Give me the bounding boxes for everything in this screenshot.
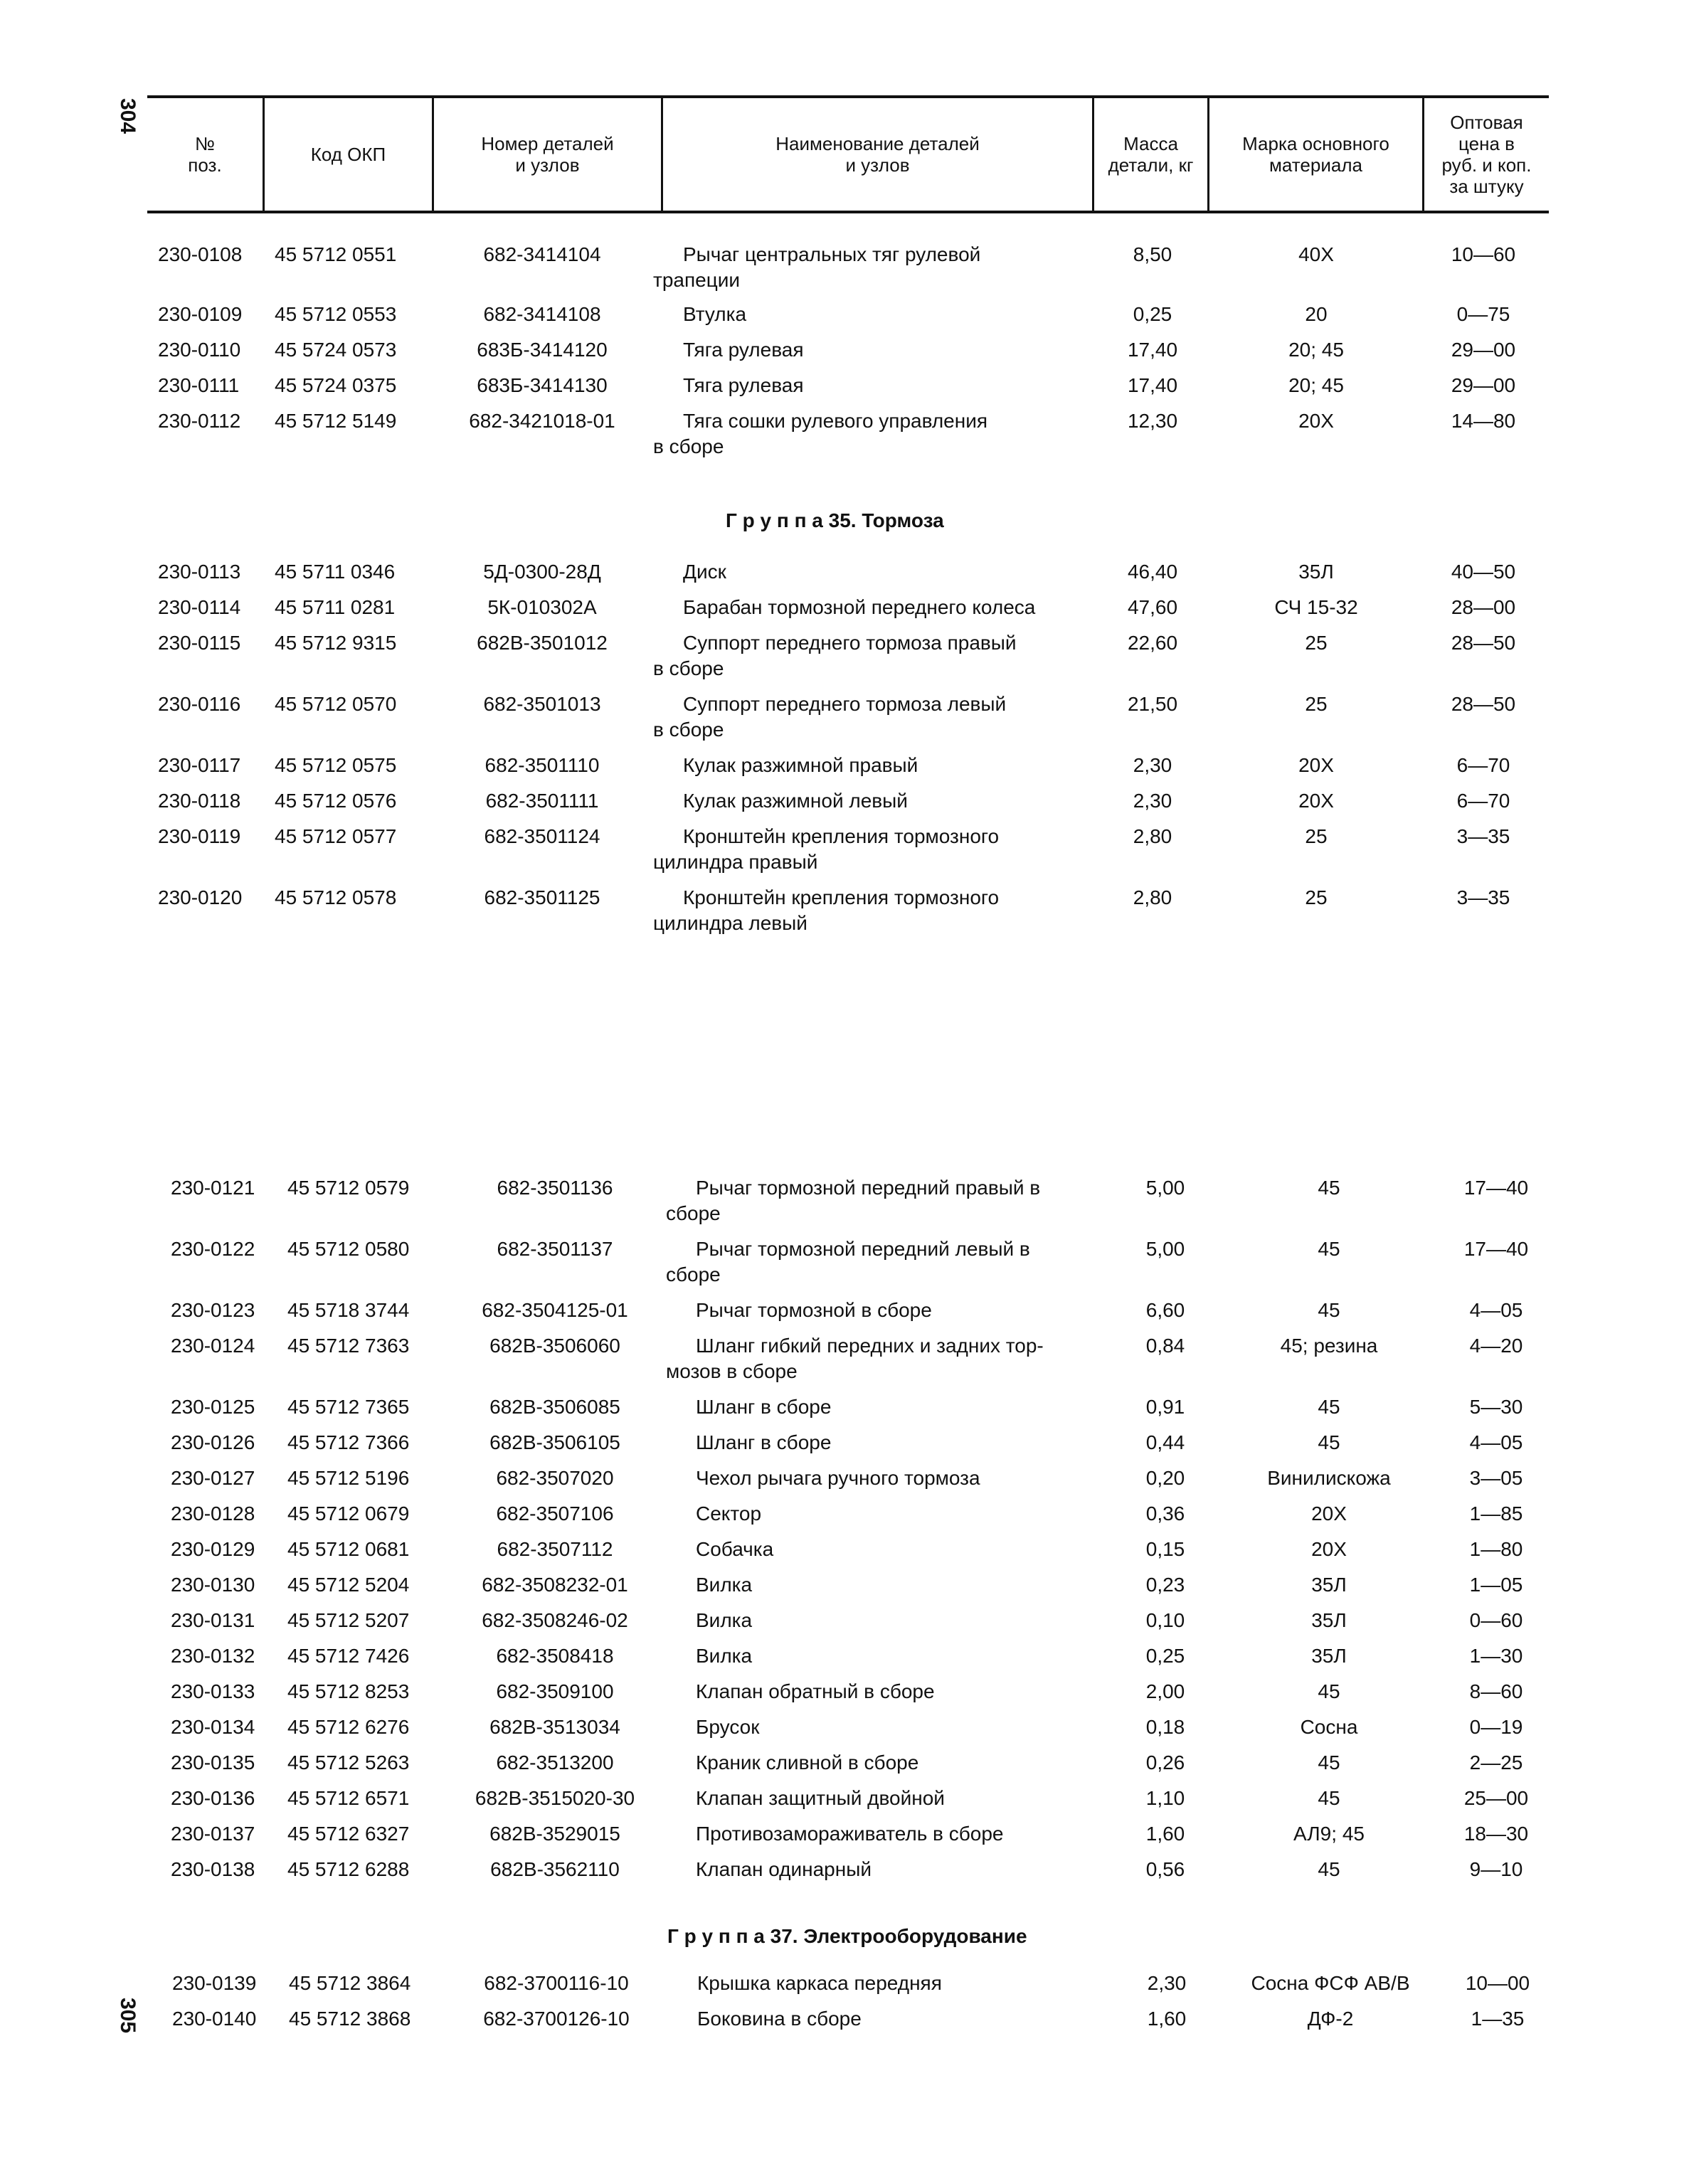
group-37-heading: Г р у п п а 37. Электрооборудование [667, 1925, 1027, 1947]
cell-position: 230-0116 [158, 693, 241, 715]
cell-part-number: 682-3421018-01 [469, 410, 615, 432]
cell-part-name: Втулка [683, 303, 747, 325]
cell-price: 3—05 [1469, 1467, 1523, 1489]
cell-mass: 2,80 [1133, 886, 1172, 908]
table-row [0, 1175, 1684, 1226]
cell-mass: 0,36 [1145, 1502, 1185, 1525]
cell-material: 25 [1305, 693, 1328, 715]
cell-position: 230-0127 [171, 1467, 255, 1489]
cell-material: 45 [1318, 1858, 1340, 1880]
cell-position: 230-0130 [171, 1574, 255, 1596]
cell-mass: 47,60 [1127, 596, 1178, 618]
cell-material: 20Х [1298, 754, 1334, 776]
cell-price: 4—05 [1469, 1299, 1523, 1321]
cell-price: 29—00 [1451, 339, 1516, 361]
cell-okp-code: 45 5712 6327 [287, 1823, 410, 1845]
cell-mass: 0,25 [1145, 1645, 1185, 1667]
cell-mass: 22,60 [1127, 632, 1178, 654]
cell-part-name: Собачка [696, 1538, 774, 1560]
cell-part-name-continued: цилиндра правый [653, 851, 818, 873]
cell-material: 45; резина [1280, 1335, 1378, 1357]
cell-okp-code: 45 5724 0375 [275, 374, 397, 396]
cell-mass: 8,50 [1133, 243, 1172, 265]
cell-price: 14—80 [1451, 410, 1516, 432]
cell-price: 1—30 [1469, 1645, 1523, 1667]
cell-price: 6—70 [1456, 790, 1510, 812]
cell-price: 10—60 [1451, 243, 1516, 265]
cell-part-number: 682-3414104 [483, 243, 601, 265]
cell-mass: 2,30 [1133, 790, 1172, 812]
cell-mass: 0,26 [1145, 1751, 1185, 1774]
cell-mass: 17,40 [1127, 339, 1178, 361]
cell-mass: 2,30 [1133, 754, 1172, 776]
cell-part-number: 682-3504125-01 [482, 1299, 628, 1321]
cell-material: 20Х [1298, 410, 1334, 432]
cell-part-name: Вилка [696, 1609, 753, 1631]
cell-part-number: 683Б-3414120 [477, 339, 608, 361]
cell-part-name-continued: сборе [666, 1263, 721, 1286]
cell-okp-code: 45 5712 0579 [287, 1177, 410, 1199]
cell-material: 45 [1318, 1751, 1340, 1774]
cell-material: 45 [1318, 1787, 1340, 1809]
cell-part-number: 682-3501137 [497, 1238, 613, 1260]
cell-price: 29—00 [1451, 374, 1516, 396]
cell-price: 2—25 [1469, 1751, 1523, 1774]
table-row [0, 408, 1684, 460]
cell-part-name: Рычаг тормозной передний правый в [696, 1177, 1041, 1199]
cell-price: 28—50 [1451, 632, 1516, 654]
table-header [147, 95, 1549, 213]
cell-part-name: Кулак разжимной левый [683, 790, 908, 812]
cell-part-number: 682-3501111 [485, 790, 599, 812]
cell-material: ДФ-2 [1307, 2008, 1354, 2030]
cell-material: 20; 45 [1288, 374, 1344, 396]
cell-part-name: Сектор [696, 1502, 762, 1525]
cell-price: 5—30 [1469, 1396, 1523, 1418]
cell-part-name: Суппорт переднего тормоза правый [683, 632, 1017, 654]
cell-part-number: 682-3508232-01 [482, 1574, 628, 1596]
page-number-bottom: 305 [116, 1998, 139, 2034]
cell-material: 25 [1305, 632, 1328, 654]
cell-part-name: Шланг гибкий передних и задних тор- [696, 1335, 1044, 1357]
table-row [0, 824, 1684, 875]
cell-okp-code: 45 5712 5149 [275, 410, 397, 432]
cell-okp-code: 45 5712 0575 [275, 754, 397, 776]
cell-position: 230-0113 [158, 561, 241, 583]
cell-part-name: Вилка [696, 1574, 753, 1596]
cell-position: 230-0117 [158, 754, 241, 776]
cell-price: 40—50 [1451, 561, 1516, 583]
cell-okp-code: 45 5711 0346 [275, 561, 396, 583]
cell-material: 25 [1305, 825, 1328, 847]
cell-part-name: Кулак разжимной правый [683, 754, 918, 776]
cell-part-name-continued: сборе [666, 1202, 721, 1224]
header-material: Марка основного материала [1207, 98, 1422, 211]
cell-okp-code: 45 5712 0570 [275, 693, 397, 715]
cell-mass: 0,20 [1145, 1467, 1185, 1489]
cell-part-number: 682В-3513034 [489, 1716, 620, 1738]
table-row [0, 242, 1684, 293]
table-row [0, 630, 1684, 682]
cell-part-name: Вилка [696, 1645, 753, 1667]
cell-part-name-continued: трапеции [653, 269, 741, 291]
cell-price: 1—80 [1469, 1538, 1523, 1560]
cell-okp-code: 45 5712 6571 [287, 1787, 410, 1809]
cell-price: 1—85 [1469, 1502, 1523, 1525]
cell-part-name: Кронштейн крепления тормозного [683, 886, 1000, 908]
cell-mass: 12,30 [1127, 410, 1178, 432]
cell-mass: 17,40 [1127, 374, 1178, 396]
cell-position: 230-0121 [171, 1177, 255, 1199]
cell-part-name: Рычаг тормозной в сборе [696, 1299, 932, 1321]
cell-position: 230-0119 [158, 825, 241, 847]
cell-okp-code: 45 5712 5196 [287, 1467, 410, 1489]
cell-mass: 21,50 [1127, 693, 1178, 715]
cell-okp-code: 45 5712 5207 [287, 1609, 410, 1631]
cell-position: 230-0120 [158, 886, 243, 908]
cell-position: 230-0112 [158, 410, 241, 432]
cell-price: 9—10 [1469, 1858, 1523, 1880]
cell-position: 230-0114 [158, 596, 241, 618]
cell-price: 28—50 [1451, 693, 1516, 715]
cell-material: 35Л [1311, 1574, 1347, 1596]
cell-part-name: Клапан защитный двойной [696, 1787, 945, 1809]
cell-material: 20 [1305, 303, 1328, 325]
header-part-name: Наименование деталей и узлов [661, 98, 1092, 211]
cell-mass: 46,40 [1127, 561, 1178, 583]
cell-part-name-continued: мозов в сборе [666, 1360, 798, 1382]
cell-okp-code: 45 5712 3868 [289, 2008, 411, 2030]
cell-part-name: Клапан одинарный [696, 1858, 872, 1880]
cell-material: 20Х [1311, 1502, 1347, 1525]
cell-mass: 0,25 [1133, 303, 1172, 325]
cell-price: 4—05 [1469, 1431, 1523, 1453]
cell-part-number: 682-3414108 [483, 303, 601, 325]
cell-position: 230-0135 [171, 1751, 255, 1774]
cell-part-number: 682-3501136 [497, 1177, 613, 1199]
table-row [0, 1333, 1684, 1384]
cell-mass: 0,44 [1145, 1431, 1185, 1453]
cell-okp-code: 45 5712 5263 [287, 1751, 410, 1774]
cell-price: 10—00 [1465, 1972, 1530, 1994]
cell-part-name-continued: в сборе [653, 719, 724, 741]
cell-part-name: Тяга рулевая [683, 339, 804, 361]
cell-material: 35Л [1311, 1609, 1347, 1631]
cell-mass: 1,60 [1147, 2008, 1187, 2030]
cell-material: 35Л [1298, 561, 1334, 583]
cell-price: 6—70 [1456, 754, 1510, 776]
cell-okp-code: 45 5712 0551 [275, 243, 397, 265]
cell-part-number: 682-3508246-02 [482, 1609, 628, 1631]
cell-position: 230-0123 [171, 1299, 255, 1321]
group-35-heading: Г р у п п а 35. Тормоза [726, 509, 944, 531]
cell-part-number: 682-3507112 [497, 1538, 613, 1560]
cell-position: 230-0128 [171, 1502, 255, 1525]
cell-material: Сосна [1300, 1716, 1358, 1738]
cell-okp-code: 45 5711 0281 [275, 596, 396, 618]
cell-part-number: 682-3700126-10 [483, 2008, 630, 2030]
cell-okp-code: 45 5712 5204 [287, 1574, 410, 1596]
cell-price: 25—00 [1463, 1787, 1529, 1809]
cell-part-number: 682В-3501012 [477, 632, 608, 654]
cell-part-name: Тяга сошки рулевого управления [683, 410, 988, 432]
cell-position: 230-0137 [171, 1823, 255, 1845]
cell-okp-code: 45 5712 0553 [275, 303, 397, 325]
cell-mass: 5,00 [1145, 1177, 1185, 1199]
cell-price: 4—20 [1469, 1335, 1523, 1357]
table-row [0, 1857, 1684, 1908]
cell-mass: 2,30 [1147, 1972, 1187, 1994]
cell-price: 8—60 [1469, 1680, 1523, 1702]
cell-mass: 2,80 [1133, 825, 1172, 847]
cell-price: 1—05 [1469, 1574, 1523, 1596]
cell-part-number: 682-3501110 [484, 754, 600, 776]
cell-mass: 0,56 [1145, 1858, 1185, 1880]
cell-material: 20Х [1298, 790, 1334, 812]
cell-part-number: 683Б-3414130 [477, 374, 608, 396]
cell-mass: 0,23 [1145, 1574, 1185, 1596]
cell-position: 230-0138 [171, 1858, 255, 1880]
cell-part-number: 682В-3506105 [489, 1431, 620, 1453]
cell-mass: 0,10 [1145, 1609, 1185, 1631]
cell-part-name: Чехол рычага ручного тормоза [696, 1467, 980, 1489]
cell-position: 230-0125 [171, 1396, 255, 1418]
cell-part-name-continued: цилиндра левый [653, 912, 807, 934]
cell-position: 230-0109 [158, 303, 243, 325]
cell-price: 28—00 [1451, 596, 1516, 618]
cell-part-number: 682В-3515020-30 [475, 1787, 635, 1809]
cell-position: 230-0131 [171, 1609, 255, 1631]
cell-part-name: Суппорт переднего тормоза левый [683, 693, 1007, 715]
cell-price: 1—35 [1471, 2008, 1525, 2030]
cell-okp-code: 45 5712 7366 [287, 1431, 410, 1453]
cell-part-name-continued: в сборе [653, 657, 724, 679]
cell-position: 230-0129 [171, 1538, 255, 1560]
page-number-top: 304 [116, 98, 139, 134]
cell-mass: 1,10 [1145, 1787, 1185, 1809]
cell-price: 3—35 [1456, 825, 1510, 847]
cell-part-number: 682В-3506085 [489, 1396, 620, 1418]
table-row [0, 885, 1684, 936]
cell-part-number: 682-3508418 [496, 1645, 614, 1667]
cell-okp-code: 45 5712 6288 [287, 1858, 410, 1880]
cell-okp-code: 45 5712 0576 [275, 790, 397, 812]
cell-position: 230-0122 [171, 1238, 255, 1260]
cell-part-number: 682-3700116-10 [484, 1972, 629, 1994]
cell-part-name: Противозамораживатель в сборе [696, 1823, 1004, 1845]
cell-material: 40Х [1298, 243, 1334, 265]
cell-mass: 5,00 [1145, 1238, 1185, 1260]
cell-position: 230-0133 [171, 1680, 255, 1702]
cell-part-name: Боковина в сборе [697, 2008, 862, 2030]
cell-position: 230-0140 [172, 2008, 257, 2030]
cell-material: 45 [1318, 1431, 1340, 1453]
cell-position: 230-0111 [158, 374, 240, 396]
cell-price: 3—35 [1456, 886, 1510, 908]
cell-okp-code: 45 5712 8253 [287, 1680, 410, 1702]
cell-material: 45 [1318, 1177, 1340, 1199]
cell-part-name: Рычаг тормозной передний левый в [696, 1238, 1030, 1260]
cell-material: 20Х [1311, 1538, 1347, 1560]
cell-okp-code: 45 5712 7365 [287, 1396, 410, 1418]
cell-material: 45 [1318, 1680, 1340, 1702]
cell-part-name: Рычаг центральных тяг рулевой [683, 243, 981, 265]
cell-material: Винилискожа [1267, 1467, 1391, 1489]
cell-position: 230-0115 [158, 632, 241, 654]
cell-part-number: 682-3509100 [496, 1680, 614, 1702]
cell-okp-code: 45 5712 0681 [287, 1538, 410, 1560]
cell-okp-code: 45 5712 9315 [275, 632, 397, 654]
cell-okp-code: 45 5712 0580 [287, 1238, 410, 1260]
cell-okp-code: 45 5724 0573 [275, 339, 397, 361]
cell-material: 20; 45 [1288, 339, 1344, 361]
cell-mass: 1,60 [1145, 1823, 1185, 1845]
cell-part-name: Брусок [696, 1716, 760, 1738]
table-row [0, 691, 1684, 743]
cell-part-name: Краник сливной в сборе [696, 1751, 919, 1774]
cell-part-number: 682В-3562110 [490, 1858, 620, 1880]
cell-part-number: 682-3501125 [484, 886, 600, 908]
cell-okp-code: 45 5712 3864 [289, 1972, 411, 1994]
cell-okp-code: 45 5712 0679 [287, 1502, 410, 1525]
cell-mass: 0,84 [1145, 1335, 1185, 1357]
table-row [0, 1236, 1684, 1288]
cell-part-number: 682В-3529015 [489, 1823, 620, 1845]
cell-okp-code: 45 5712 0578 [275, 886, 397, 908]
cell-part-name: Барабан тормозной переднего колеса [683, 596, 1036, 618]
cell-price: 18—30 [1463, 1823, 1529, 1845]
cell-material: 45 [1318, 1238, 1340, 1260]
cell-mass: 2,00 [1145, 1680, 1185, 1702]
cell-part-number: 5К-010302А [487, 596, 597, 618]
cell-price: 0—75 [1456, 303, 1510, 325]
cell-okp-code: 45 5718 3744 [287, 1299, 410, 1321]
cell-part-name: Крышка каркаса передняя [697, 1972, 942, 1994]
cell-price: 0—19 [1469, 1716, 1523, 1738]
cell-material: Сосна ФСФ АВ/В [1251, 1972, 1410, 1994]
cell-part-number: 682-3501124 [484, 825, 600, 847]
header-mass: Масса детали, кг [1092, 98, 1207, 211]
cell-part-number: 682В-3506060 [489, 1335, 620, 1357]
cell-position: 230-0134 [171, 1716, 255, 1738]
cell-material: АЛ9; 45 [1293, 1823, 1365, 1845]
cell-mass: 0,15 [1145, 1538, 1185, 1560]
cell-part-name: Шланг в сборе [696, 1431, 832, 1453]
cell-position: 230-0108 [158, 243, 243, 265]
cell-part-number: 682-3507106 [496, 1502, 614, 1525]
cell-part-name-continued: в сборе [653, 435, 724, 457]
cell-mass: 6,60 [1145, 1299, 1185, 1321]
cell-mass: 0,18 [1145, 1716, 1185, 1738]
cell-part-name: Клапан обратный в сборе [696, 1680, 935, 1702]
cell-part-number: 682-3513200 [496, 1751, 614, 1774]
cell-position: 230-0110 [158, 339, 241, 361]
cell-okp-code: 45 5712 7426 [287, 1645, 410, 1667]
cell-mass: 0,91 [1145, 1396, 1185, 1418]
table-row [0, 2006, 1684, 2057]
cell-material: 45 [1318, 1396, 1340, 1418]
cell-price: 17—40 [1463, 1177, 1529, 1199]
header-price: Оптовая цена в руб. и коп. за штуку [1422, 98, 1549, 211]
cell-material: 25 [1305, 886, 1328, 908]
cell-position: 230-0126 [171, 1431, 255, 1453]
cell-material: СЧ 15-32 [1274, 596, 1358, 618]
cell-part-name: Диск [683, 561, 726, 583]
cell-part-number: 682-3507020 [496, 1467, 614, 1489]
cell-part-number: 5Д-0300-28Д [483, 561, 601, 583]
cell-okp-code: 45 5712 7363 [287, 1335, 410, 1357]
cell-position: 230-0132 [171, 1645, 255, 1667]
cell-part-number: 682-3501013 [483, 693, 601, 715]
cell-material: 45 [1318, 1299, 1340, 1321]
cell-position: 230-0136 [171, 1787, 255, 1809]
cell-material: 35Л [1311, 1645, 1347, 1667]
cell-position: 230-0118 [158, 790, 241, 812]
cell-part-name: Шланг в сборе [696, 1396, 832, 1418]
cell-position: 230-0124 [171, 1335, 255, 1357]
header-part-number: Номер деталей и узлов [432, 98, 661, 211]
header-okp: Код ОКП [263, 98, 432, 211]
cell-price: 0—60 [1469, 1609, 1523, 1631]
cell-part-name: Кронштейн крепления тормозного [683, 825, 1000, 847]
cell-position: 230-0139 [172, 1972, 257, 1994]
cell-price: 17—40 [1463, 1238, 1529, 1260]
cell-part-name: Тяга рулевая [683, 374, 804, 396]
header-pos: № поз. [188, 133, 222, 176]
cell-okp-code: 45 5712 0577 [275, 825, 397, 847]
cell-okp-code: 45 5712 6276 [287, 1716, 410, 1738]
